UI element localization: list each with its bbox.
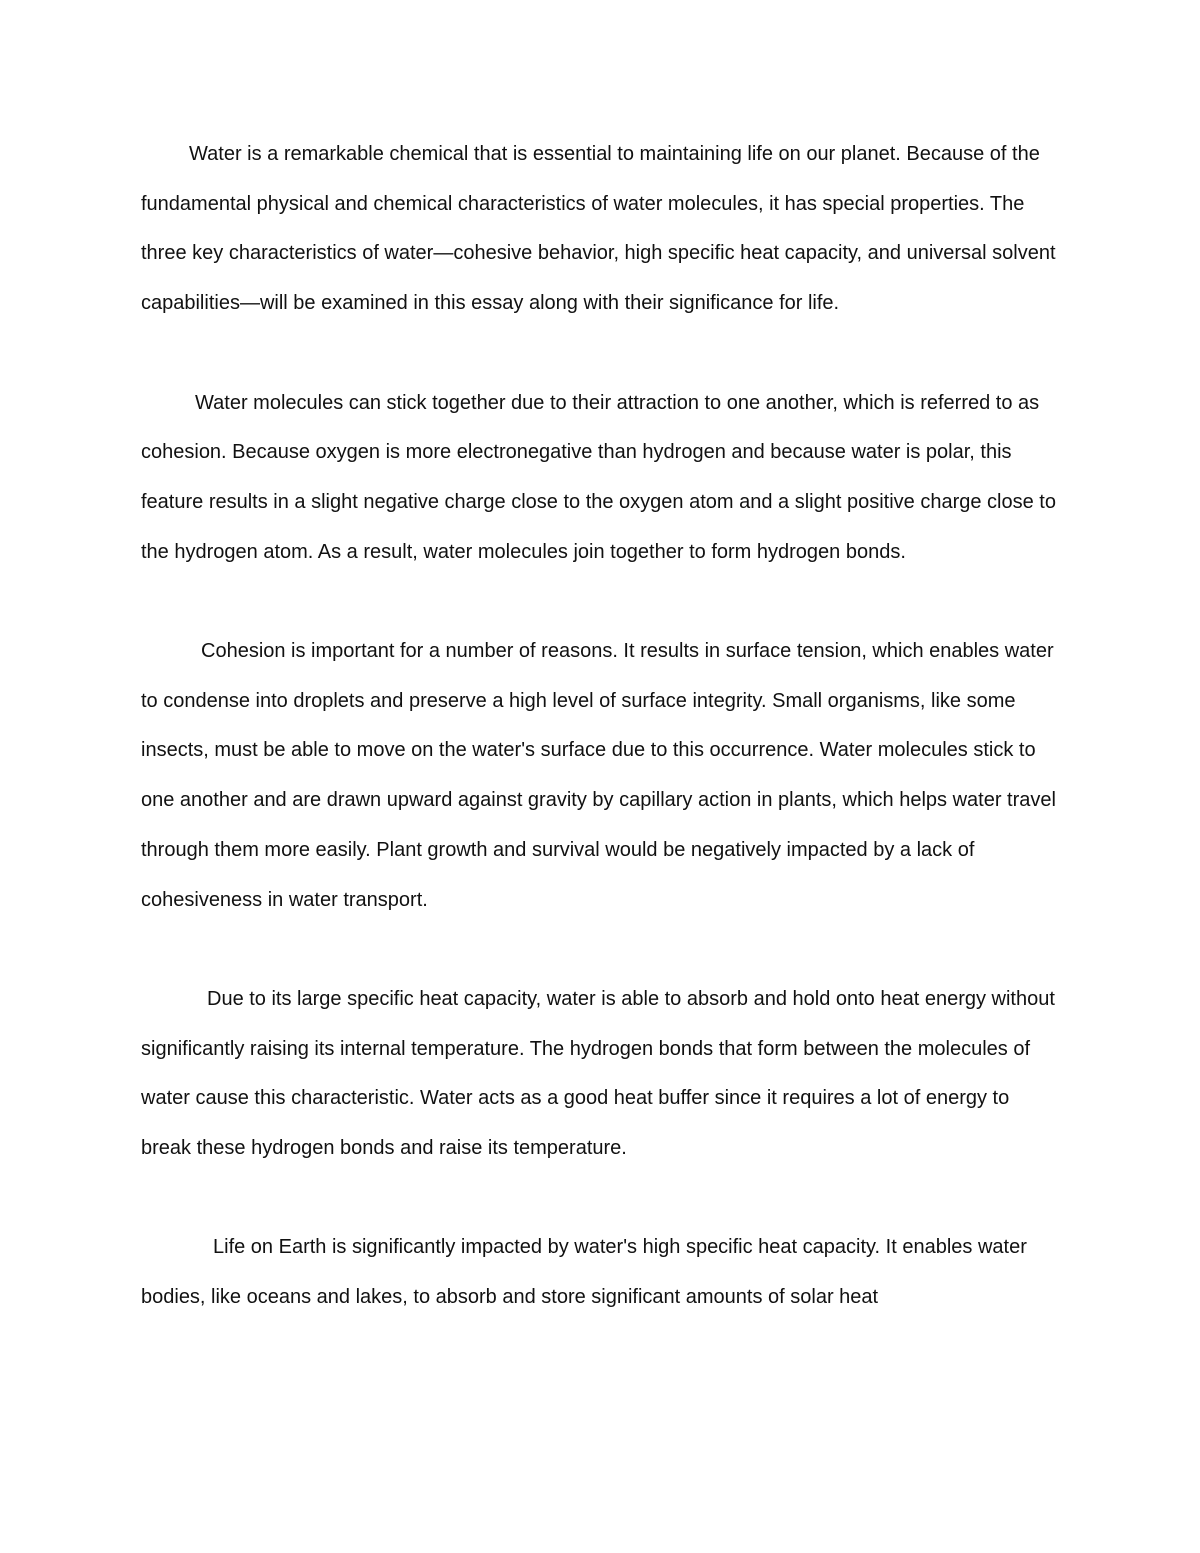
paragraph-specific-heat: Due to its large specific heat capacity, water is able to absorb and hold onto heat energy without significantly raising its internal temperature. The hydrogen bonds that form between the molecules of water cause this characteristic. Water acts as a good heat buffer since it requires a lot of energy to break these hydrogen bonds and raise its temperature.	[141, 987, 1055, 1160]
paragraph-cohesion-definition: Water molecules can stick together due to their attraction to one another, which is referred to as cohesion. Because oxygen is more electronegative than hydrogen and because water is polar, this feature results in a slight negative charge close to the oxygen atom and a slight positive charge close to the hydrogen atom. As a result, water molecules join together to form hydrogen bonds.	[141, 391, 1056, 563]
paragraph-cohesion-importance: Cohesion is important for a number of reasons. It results in surface tension, which enables water to condense into droplets and preserve a high level of surface integrity. Small organisms, like some insects, must be able to move on the water's surface due to this occurrence. Water molecules stick to one another and are drawn upward against gravity by capillary action in plants, which helps water travel through them more easily. Plant growth and survival would be negatively impacted by a lack of cohesiveness in water transport.	[141, 640, 1056, 911]
paragraph-heat-impact: Life on Earth is significantly impacted by water's high specific heat capacity. It enables water bodies, like oceans and lakes, to absorb and store significant amounts of solar heat	[141, 1236, 1027, 1309]
essay-body	[141, 130, 1061, 1373]
paragraph-intro: Water is a remarkable chemical that is essential to maintaining life on our planet. Because of the fundamental physical and chemical characteristics of water molecules, it has special properties. The three key characteristics of water—cohesive behavior, high specific heat capacity, and universal solvent capabilities—will be examined in this essay along with their significance for life.	[141, 143, 1056, 315]
